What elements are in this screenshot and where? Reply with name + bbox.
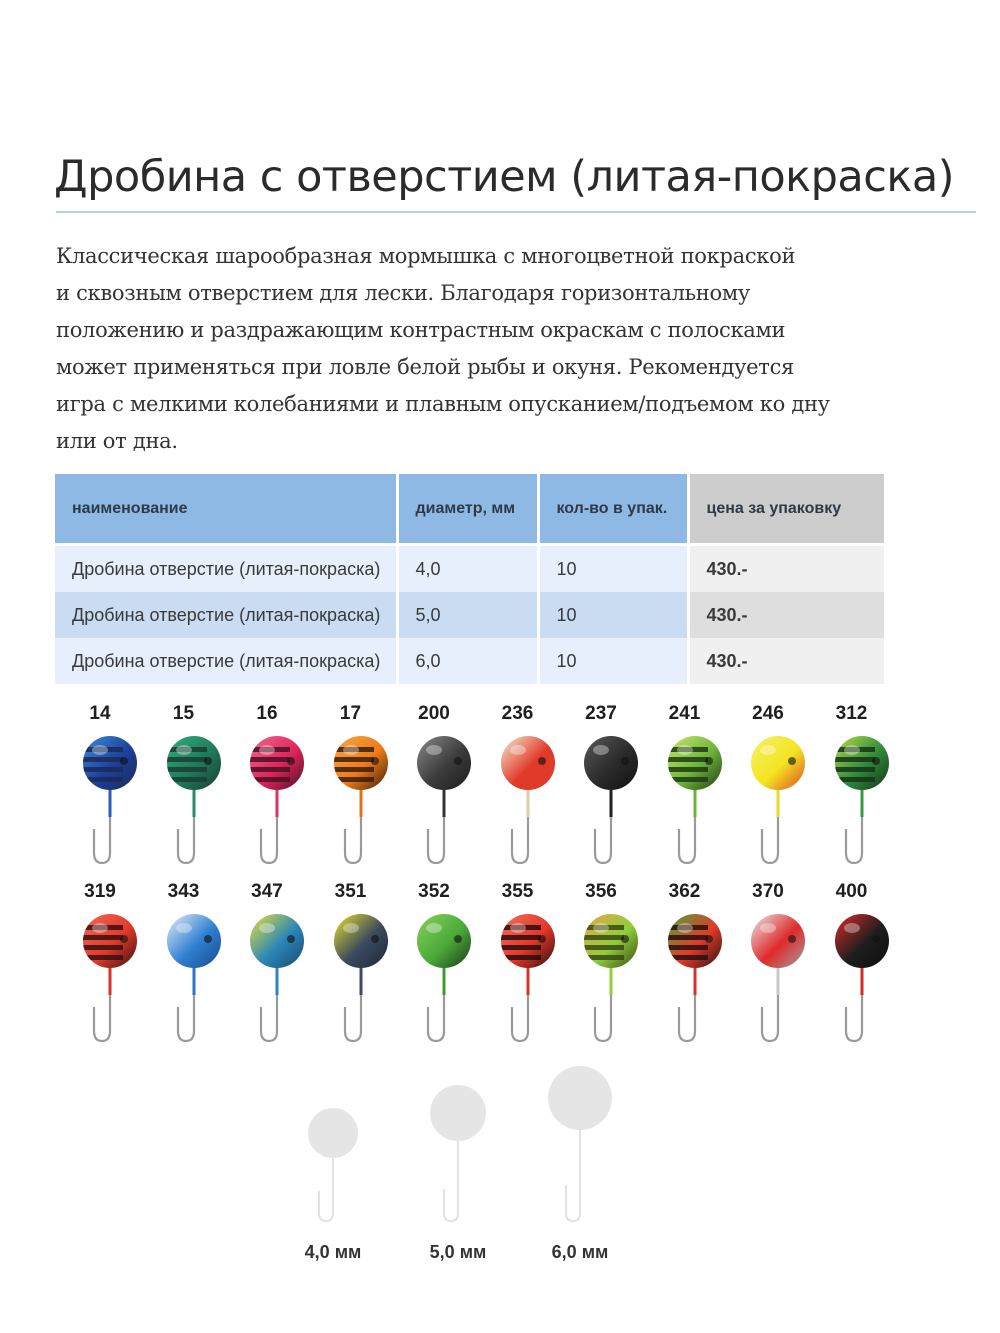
cell-price: 430.- [688, 592, 884, 638]
pink-striped-jig-icon [227, 725, 307, 870]
description-line: или от дна. [56, 429, 178, 453]
teal-yellow-jig-icon [227, 903, 307, 1048]
jig-item [728, 703, 808, 873]
jig-code: 16 [256, 703, 278, 724]
lime-striped-jig-icon [645, 725, 725, 870]
jig-item [561, 703, 641, 873]
jig-code: 362 [668, 881, 701, 902]
description-line: Классическая шарообразная мормышка с многоцветной покраской [56, 244, 796, 268]
size-6mm [530, 1063, 630, 1263]
jig-code: 246 [752, 703, 784, 724]
description-line: и сквозным отверстием для лески. Благодаря горизонтальному [56, 281, 750, 305]
size-label: 5,0 мм [429, 1242, 487, 1262]
yellow-jig-icon [728, 725, 808, 870]
table-header-row [55, 474, 884, 545]
jig-code: 200 [418, 703, 450, 724]
jig-code: 14 [89, 703, 111, 724]
jig-code: 356 [585, 881, 617, 902]
jig-item [60, 881, 140, 1051]
cell-quantity: 10 [538, 592, 688, 638]
jig-code: 352 [418, 881, 450, 902]
table-row [55, 592, 884, 638]
jig-item [561, 881, 641, 1051]
red-striped-jig-icon [60, 903, 140, 1048]
blue-striped-jig-icon [60, 725, 140, 870]
cell-diameter: 4,0 [397, 545, 538, 593]
size-label: 4,0 мм [304, 1242, 362, 1262]
description-line: положению и раздражающим контрастным окраскам с полосками [56, 318, 786, 342]
jig-item [144, 703, 224, 873]
page-title: Дробина с отверстием (литая-покраска) [54, 152, 955, 202]
jig-size-4mm-outline-icon [283, 1063, 383, 1233]
jig-code: 343 [167, 881, 200, 902]
jig-item [812, 881, 892, 1051]
red-green-striped-jig-icon [645, 903, 725, 1048]
jig-item [478, 881, 558, 1051]
table-row [55, 545, 884, 593]
cell-price: 430.- [688, 638, 884, 684]
jig-code: 236 [501, 703, 534, 724]
cell-diameter: 5,0 [397, 592, 538, 638]
cell-name: Дробина отверстие (литая-покраска) [55, 638, 397, 684]
red-white-jig-icon [478, 725, 558, 870]
jig-code: 370 [752, 881, 784, 902]
header-name: наименование [55, 474, 397, 545]
jig-item [144, 881, 224, 1051]
description-line: игра с мелкими колебаниями и плавным опусканием/подъемом ко дну [56, 392, 830, 416]
black-red-jig-icon [812, 903, 892, 1048]
header-price: цена за упаковку [688, 474, 884, 545]
cell-quantity: 10 [538, 545, 688, 593]
jig-code: 351 [334, 881, 367, 902]
cell-name: Дробина отверстие (литая-покраска) [55, 592, 397, 638]
green-lime-striped-jig-icon [812, 725, 892, 870]
slate-yellow-jig-icon [311, 903, 391, 1048]
cell-price: 430.- [688, 545, 884, 593]
size-5mm [408, 1063, 508, 1263]
jig-item [812, 703, 892, 873]
green-dark-jig-icon [394, 903, 474, 1048]
jig-item [394, 703, 474, 873]
size-4mm [283, 1063, 383, 1263]
jig-item [728, 881, 808, 1051]
jig-size-5mm-outline-icon [408, 1063, 508, 1233]
jig-code: 400 [835, 881, 868, 902]
jig-color-row-1 [60, 703, 960, 873]
jig-item [478, 703, 558, 873]
jig-item [394, 881, 474, 1051]
black-jig-icon [561, 725, 641, 870]
jig-code: 312 [835, 703, 868, 724]
jig-size-6mm-outline-icon [530, 1063, 630, 1233]
jig-item [311, 703, 391, 873]
product-description [56, 238, 936, 460]
blue-white-jig-icon [144, 903, 224, 1048]
description-line: может применяться при ловле белой рыбы и окуня. Рекомендуется [56, 355, 794, 379]
header-quantity: кол-во в упак. [538, 474, 688, 545]
red-black-striped-jig-icon [478, 903, 558, 1048]
green-striped-jig-icon [144, 725, 224, 870]
cell-quantity: 10 [538, 638, 688, 684]
cell-name: Дробина отверстие (литая-покраска) [55, 545, 397, 593]
cell-diameter: 6,0 [397, 638, 538, 684]
black-scale-jig-icon [394, 725, 474, 870]
orange-striped-jig-icon [311, 725, 391, 870]
jig-item [60, 703, 140, 873]
jig-code: 15 [172, 703, 195, 724]
jig-code: 237 [585, 703, 617, 724]
table-row [55, 638, 884, 684]
red-silver-jig-icon [728, 903, 808, 1048]
lime-orange-striped-jig-icon [561, 903, 641, 1048]
jig-code: 355 [501, 881, 534, 902]
jig-code: 319 [84, 881, 116, 902]
jig-color-row-2 [60, 881, 960, 1051]
jig-code: 17 [339, 703, 362, 724]
jig-item [311, 881, 391, 1051]
jig-item [227, 703, 307, 873]
jig-item [645, 703, 725, 873]
size-label: 6,0 мм [551, 1242, 609, 1262]
header-diameter: диаметр, мм [397, 474, 538, 545]
jig-code: 347 [251, 881, 283, 902]
jig-item [645, 881, 725, 1051]
price-table [55, 474, 884, 684]
jig-code: 241 [668, 703, 701, 724]
jig-item [227, 881, 307, 1051]
title-underline [56, 211, 976, 213]
